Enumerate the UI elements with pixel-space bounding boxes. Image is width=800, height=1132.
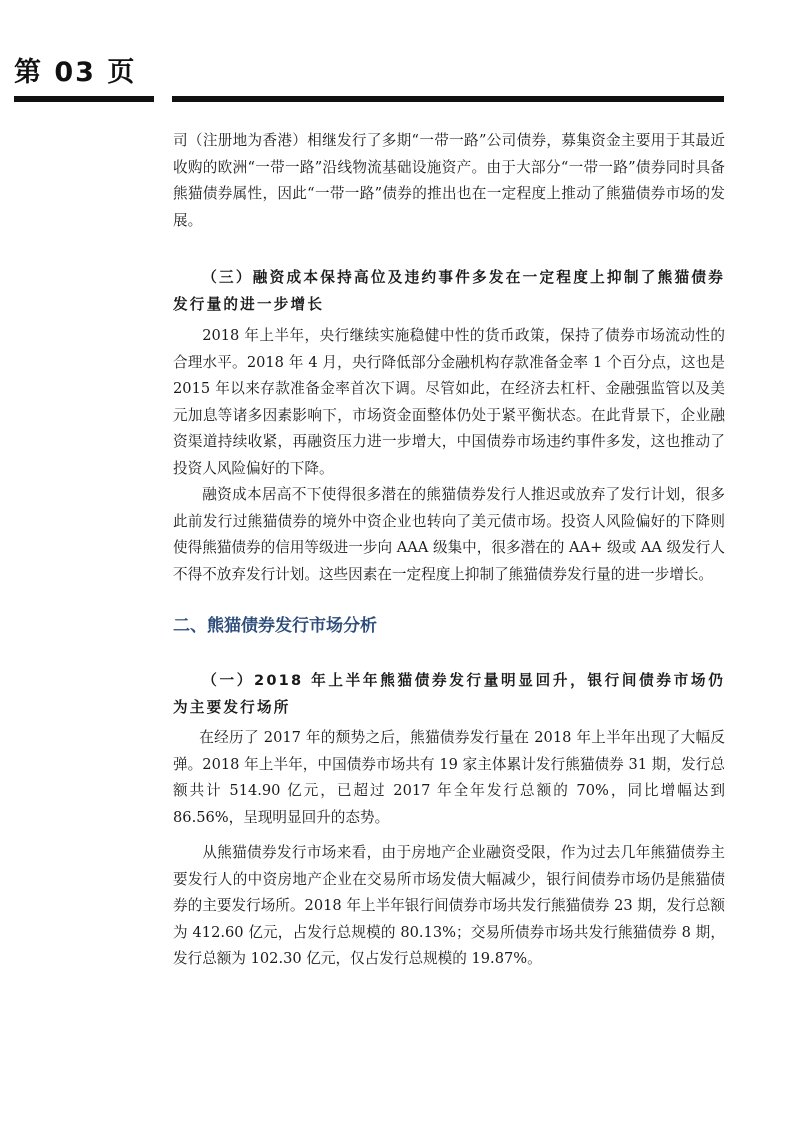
subsection-1-paragraph-1: 在经历了 2017 年的颓势之后，熊猫债券发行量在 2018 年上半年出现了大幅反弹。2018 年上半年，中国债券市场共有 19 家主体累计发行熊猫债券 31 期，发行总额共计 514.90 亿元，已超过 2017 年全年发行总额的 70%，同比增幅达到 86.56%，呈现明显回升的态势。 — [173, 729, 725, 826]
subsection-1-heading: （一）2018 年上半年熊猫债券发行量明显回升，银行间债券市场仍为主要发行场所 — [173, 672, 725, 716]
section-2-heading: 二、熊猫债券发行市场分析 — [173, 616, 377, 636]
header-rule-left — [14, 96, 154, 102]
header-rule-right — [172, 96, 724, 102]
subsection-3-heading: （三）融资成本保持高位及违约事件多发在一定程度上抑制了熊猫债券发行量的进一步增长 — [173, 269, 725, 313]
document-body — [173, 128, 725, 973]
subsection-3-paragraph-1: 2018 年上半年，央行继续实施稳健中性的货币政策，保持了债券市场流动性的合理水平。2018 年 4 月，央行降低部分金融机构存款准备金率 1 个百分点，这也是 2015 年以来存款准备金率首次下调。尽管如此，在经济去杠杆、金融强监管以及美元加息等诸多因素影响下，市场资金面整体仍处于紧平衡状态。在此背景下，企业融资渠道持续收紧，再融资压力进一步增大，中国债券市场违约事件多发，这也推动了投资人风险偏好的下降。 — [173, 327, 725, 477]
subsection-1-paragraph-2: 从熊猫债券发行市场来看，由于房地产企业融资受限，作为过去几年熊猫债券主要发行人的中资房地产企业在交易所市场发债大幅减少，银行间债券市场仍是熊猫债券的主要发行场所。2018 年上半年银行间债券市场共发行熊猫债券 23 期，发行总额为 412.60 亿元，占发行总规模的 80.13%；交易所债券市场共发行熊猫债券 8 期，发行总额为 102.30 亿元，仅占发行总规模的 19.87%。 — [173, 844, 725, 967]
subsection-3-paragraph-2: 融资成本居高不下使得很多潜在的熊猫债券发行人推迟或放弃了发行计划，很多此前发行过熊猫债券的境外中资企业也转向了美元债市场。投资人风险偏好的下降则使得熊猫债券的信用等级进一步向 AAA 级集中，很多潜在的 AA+ 级或 AA 级发行人不得不放弃发行计划。这些因素在一定程度上抑制了熊猫债券发行量的进一步增长。 — [173, 486, 725, 583]
page-number-header: 第 03 页 — [14, 57, 137, 88]
intro-paragraph: 司（注册地为香港）相继发行了多期“一带一路”公司债券，募集资金主要用于其最近收购的欧洲“一带一路”沿线物流基础设施资产。由于大部分“一带一路”债券同时具备熊猫债券属性，因此“一带一路”债券的推出也在一定程度上推动了熊猫债券市场的发展。 — [173, 132, 725, 229]
